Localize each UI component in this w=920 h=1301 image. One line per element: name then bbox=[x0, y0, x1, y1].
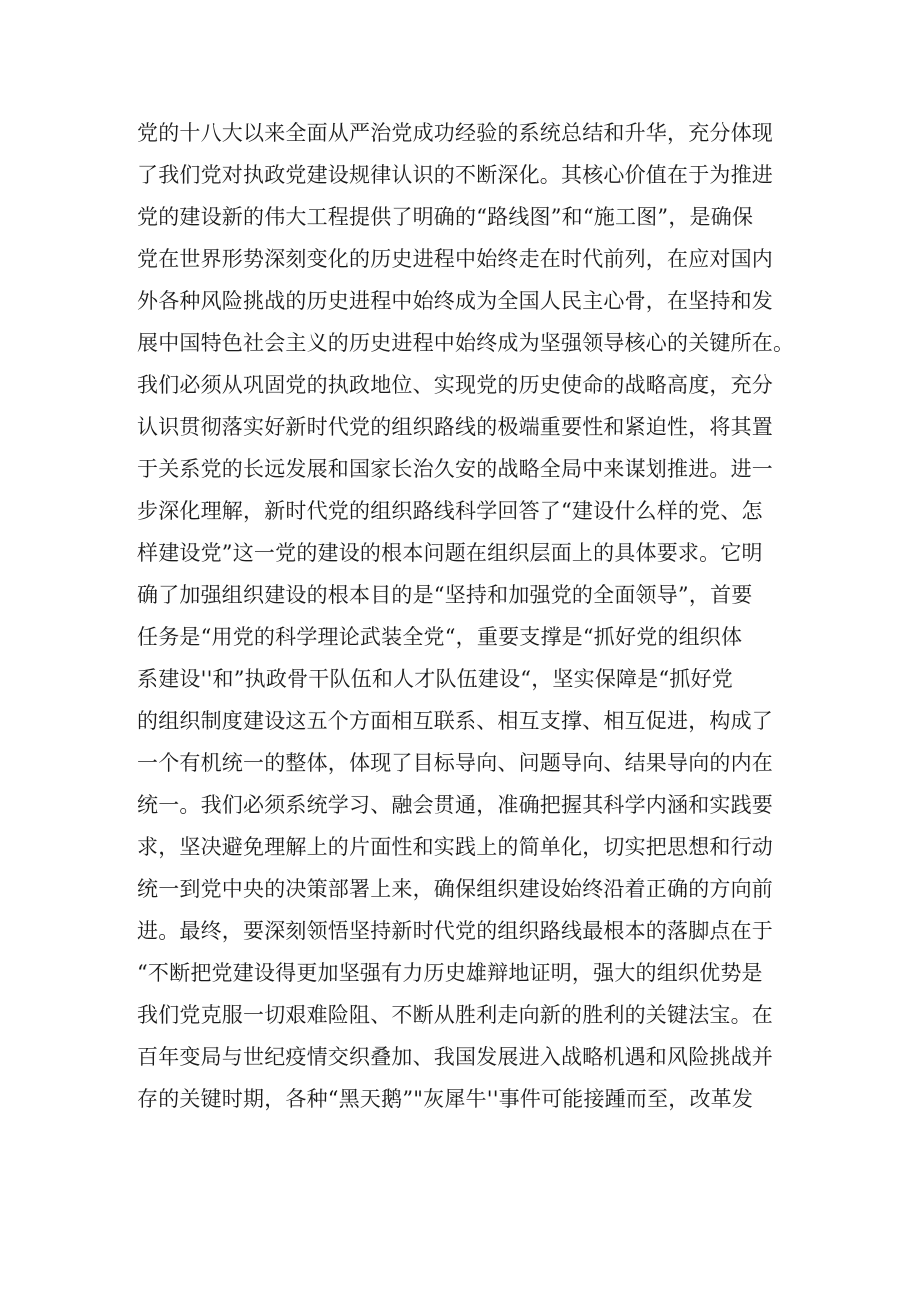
text-line: 我们必须从巩固党的执政地位、实现党的历史使命的战略高度，充分 bbox=[137, 373, 773, 397]
text-line: 认识贯彻落实好新时代党的组织路线的极端重要性和紧迫性，将其置 bbox=[137, 415, 773, 439]
text-line: 的组织制度建设这五个方面相互联系、相互支撑、相互促进，构成了 bbox=[137, 709, 773, 733]
body-text bbox=[137, 112, 797, 1120]
text-line: 一个有机统一的整体，体现了目标导向、问题导向、结果导向的内在 bbox=[137, 751, 773, 775]
text-line: 系建设''和”执政骨干队伍和人才队伍建设“，坚实保障是“抓好党 bbox=[137, 667, 733, 691]
text-line: 统一到党中央的决策部署上来，确保组织建设始终沿着正确的方向前 bbox=[137, 877, 773, 901]
text-line: 党的建设新的伟大工程提供了明确的“路线图”和“施工图”，是确保 bbox=[137, 205, 754, 229]
text-line: 样建设党”这一党的建设的根本问题在组织层面上的具体要求。它明 bbox=[137, 541, 763, 565]
text-line: 百年变局与世纪疫情交织叠加、我国发展进入战略机遇和风险挑战并 bbox=[137, 1045, 773, 1069]
text-line: 求，坚决避免理解上的片面性和实践上的简单化，切实把思想和行动 bbox=[137, 835, 773, 859]
text-line: 确了加强组织建设的根本目的是“坚持和加强党的全面领导”，首要 bbox=[137, 583, 753, 607]
text-line: 展中国特色社会主义的历史进程中始终成为坚强领导核心的关键所在。 bbox=[137, 331, 795, 355]
text-line: 党在世界形势深刻变化的历史进程中始终走在时代前列，在应对国内 bbox=[137, 247, 773, 271]
text-line: 外各种风险挑战的历史进程中始终成为全国人民主心骨，在坚持和发 bbox=[137, 289, 773, 313]
text-line: 存的关键时期，各种“黑天鹅”"灰犀牛''事件可能接踵而至，改革发 bbox=[137, 1087, 754, 1111]
text-line: 统一。我们必须系统学习、融会贯通，准确把握其科学内涵和实践要 bbox=[137, 793, 773, 817]
text-line: 我们党克服一切艰难险阻、不断从胜利走向新的胜利的关键法宝。在 bbox=[137, 1003, 773, 1027]
text-line: 步深化理解，新时代党的组织路线科学回答了“建设什么样的党、怎 bbox=[137, 499, 763, 523]
text-line: 任务是“用党的科学理论武装全党“，重要支撑是“抓好党的组织体 bbox=[137, 625, 743, 649]
text-line: 进。最终，要深刻领悟坚持新时代党的组织路线最根本的落脚点在于 bbox=[137, 919, 773, 943]
text-line: “不断把党建设得更加坚强有力历史雄辩地证明，强大的组织优势是 bbox=[137, 961, 763, 985]
text-line: 党的十八大以来全面从严治党成功经验的系统总结和升华，充分体现 bbox=[137, 121, 773, 145]
text-line: 于关系党的长远发展和国家长治久安的战略全局中来谋划推进。进一 bbox=[137, 457, 773, 481]
text-line: 了我们党对执政党建设规律认识的不断深化。其核心价值在于为推进 bbox=[137, 163, 773, 187]
